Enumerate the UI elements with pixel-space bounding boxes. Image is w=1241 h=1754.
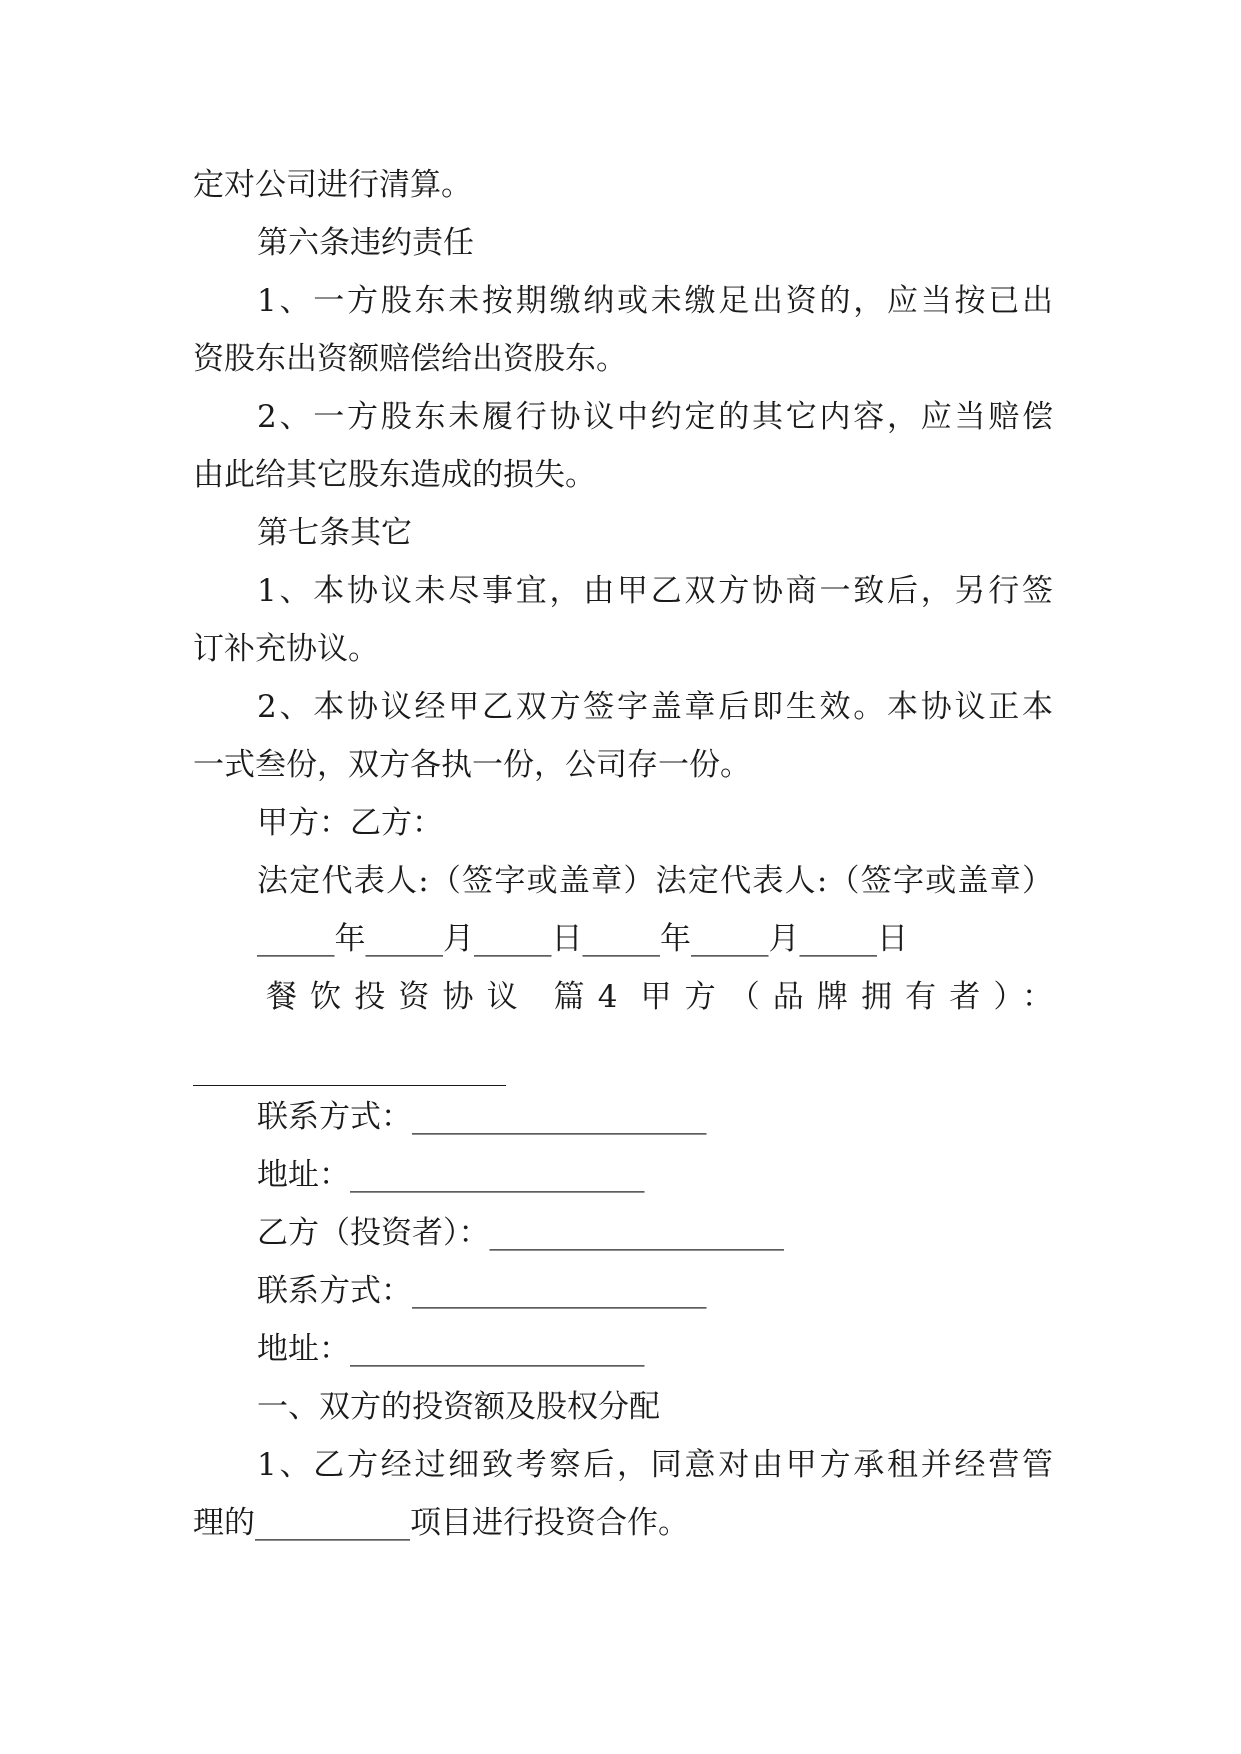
form-field-line: 乙方（投资者）：___________________ (257, 1215, 784, 1251)
signature-parties: 甲方：乙方： (257, 805, 443, 841)
paragraph-line: 由此给其它股东造成的损失。 (193, 457, 596, 493)
paragraph-line: 定对公司进行清算。 (193, 167, 472, 203)
paragraph-line: 1、乙方经过细致考察后，同意对由甲方承租并经营管 (257, 1447, 1053, 1483)
section-heading: 第七条其它 (257, 515, 412, 551)
paragraph-line: 一式叁份，双方各执一份，公司存一份。 (193, 747, 751, 783)
agreement-title-line: 餐饮投资协议 篇4 甲方（品牌拥有者）： (266, 979, 1053, 1015)
paragraph-line: 资股东出资额赔偿给出资股东。 (193, 341, 627, 377)
section-heading: 一、双方的投资额及股权分配 (257, 1389, 660, 1425)
section-heading: 第六条违约责任 (257, 225, 474, 261)
paragraph-line: 订补充协议。 (193, 631, 379, 667)
form-field-line: 联系方式：___________________ (257, 1099, 707, 1135)
form-field-line: 联系方式：___________________ (257, 1273, 707, 1309)
form-field-line: 地址：___________________ (257, 1331, 645, 1367)
signature-representatives: 法定代表人:（签字或盖章）法定代表人:（签字或盖章） (257, 863, 1053, 899)
paragraph-line: 2、本协议经甲乙双方签字盖章后即生效。本协议正本 (257, 689, 1053, 725)
paragraph-line: 理的__________项目进行投资合作。 (193, 1505, 689, 1541)
signature-dates: _____年_____月_____日_____年_____月_____日 (257, 921, 908, 957)
paragraph-line: 1、一方股东未按期缴纳或未缴足出资的，应当按已出 (257, 283, 1053, 319)
form-field-line: 地址：___________________ (257, 1157, 645, 1193)
paragraph-line: 1、本协议未尽事宜，由甲乙双方协商一致后，另行签 (257, 573, 1053, 609)
blank-underline (193, 1085, 506, 1086)
paragraph-line: 2、一方股东未履行协议中约定的其它内容，应当赔偿 (257, 399, 1053, 435)
